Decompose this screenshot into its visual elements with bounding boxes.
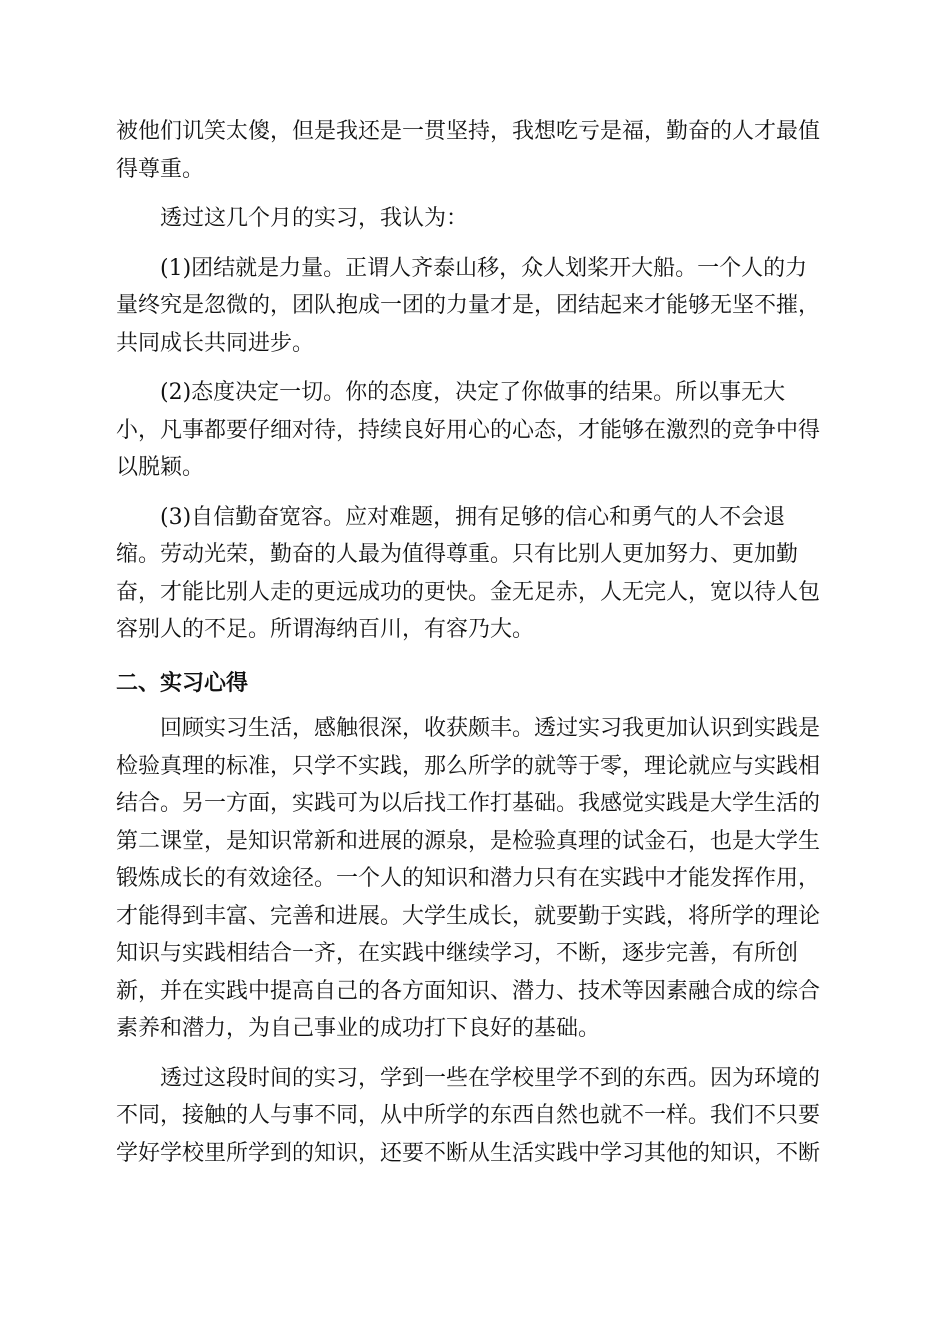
text-line: 共同成长共同进步。	[116, 330, 315, 356]
document-page	[116, 113, 836, 1172]
text-line: 回顾实习生活，感触很深，收获颇丰。透过实习我更加认识到实践是	[160, 716, 821, 741]
text-line: (3)自信勤奋宽容。应对难题，拥有足够的信心和勇气的人不会退	[160, 504, 786, 530]
text-line: 透过这段时间的实习，学到一些在学校里学不到的东西。因为环境的	[160, 1065, 821, 1091]
text-line: 第二课堂，是知识常新和进展的源泉，是检验真理的试金石，也是大学生	[116, 828, 821, 854]
text-line: (2)态度决定一切。你的态度，决定了你做事的结果。所以事无大	[160, 380, 786, 405]
paragraph-point-2	[116, 374, 836, 487]
text-line: 得尊重。	[116, 156, 205, 182]
text-line: 缩。劳动光荣，勤奋的人最为值得尊重。只有比别人更加努力、更加勤	[116, 542, 799, 567]
paragraph-point-3	[116, 499, 836, 649]
text-line: 量终究是忽微的，团队抱成一团的力量才是，团结起来才能够无坚不摧，	[116, 293, 821, 318]
text-line: 学好学校里所学到的知识，还要不断从生活实践中学习其他的知识，不断	[116, 1140, 821, 1166]
text-line: 知识与实践相结合一齐，在实践中继续学习，不断，逐步完善，有所创	[116, 941, 799, 966]
paragraph-intro	[116, 200, 836, 238]
text-line: 以脱颖。	[116, 455, 205, 480]
text-line: 结合。另一方面，实践可为以后找工作打基础。我感觉实践是大学生活的	[116, 791, 821, 816]
text-line: 不同，接触的人与事不同，从中所学的东西自然也就不一样。我们不只要	[116, 1103, 821, 1128]
section-heading: 二、实习心得	[116, 670, 249, 696]
text-line: 锻炼成长的有效途径。一个人的知识和潜力只有在实践中才能发挥作用，	[116, 866, 821, 891]
paragraph-continued	[116, 113, 836, 188]
text-line: 素养和潜力，为自己事业的成功打下良好的基础。	[116, 1016, 601, 1041]
paragraph-reflection	[116, 710, 836, 1048]
text-line: 才能得到丰富、完善和进展。大学生成长，就要勤于实践，将所学的理论	[116, 903, 821, 929]
paragraph-learning	[116, 1060, 836, 1173]
text-line: 容别人的不足。所谓海纳百川，有容乃大。	[116, 617, 535, 642]
paragraph-point-1	[116, 250, 836, 363]
text-line: 透过这几个月的实习，我认为：	[160, 206, 469, 231]
text-line: (1)团结就是力量。正谓人齐泰山移，众人划桨开大船。一个人的力	[160, 255, 808, 281]
paragraph-group-2	[116, 710, 836, 1172]
text-line: 被他们讥笑太傻，但是我还是一贯坚持，我想吃亏是福，勤奋的人才最值	[116, 119, 821, 144]
paragraph-group-1	[116, 113, 836, 649]
text-line: 小，凡事都要仔细对待，持续良好用心的心态，才能够在激烈的竞争中得	[116, 417, 821, 443]
text-line: 新，并在实践中提高自己的各方面知识、潜力、技术等因素融合成的综合	[116, 978, 821, 1004]
text-line: 检验真理的标准，只学不实践，那么所学的就等于零，理论就应与实践相	[116, 753, 821, 779]
text-line: 奋，才能比别人走的更远成功的更快。金无足赤，人无完人，宽以待人包	[116, 579, 821, 605]
